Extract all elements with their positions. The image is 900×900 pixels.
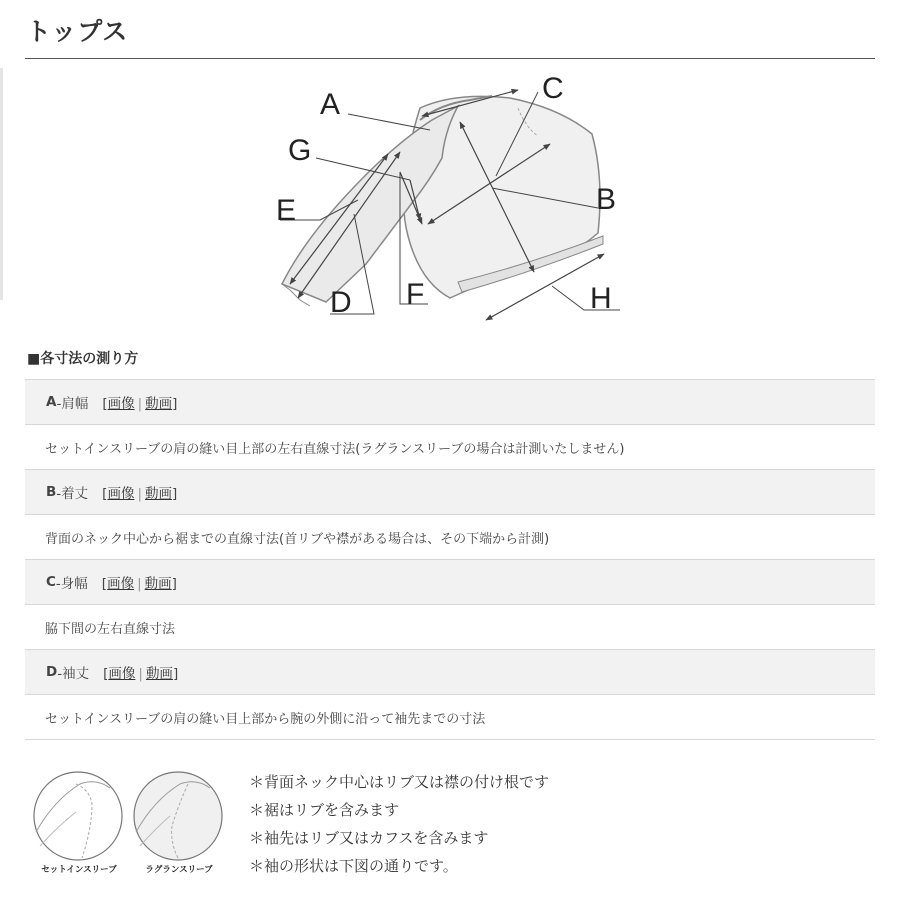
raglan-sleeve-caption: ラグランスリーブ [145,865,213,875]
video-link[interactable]: 動画 [145,486,173,502]
video-link[interactable]: 動画 [145,666,173,682]
diagram-label-b: B [596,183,617,216]
measurement-description-row [25,605,875,650]
bracket-open: [ [102,396,108,412]
bracket-close: ] [172,666,179,682]
diagram-label-g: G [288,134,312,167]
bracket-open: [ [101,576,108,592]
link-separator: | [137,486,143,502]
link-separator: | [137,396,143,412]
bracket-close: ] [171,576,177,592]
bracket-open: [ [103,666,109,682]
measurement-code: A [46,394,57,410]
measurement-diagram [270,68,630,324]
image-link[interactable]: 画像 [107,576,135,592]
measurement-description: 背面のネック中心から裾までの直線寸法(首リブや襟がある場合は、その下端から計測) [45,531,550,547]
note-item: ＊裾はリブを含みます [249,801,400,819]
measurement-code: C [46,574,56,590]
measurement-name: -身幅 [55,576,88,592]
title-divider [25,58,875,59]
measurement-description: 脇下間の左右直線寸法 [45,621,176,637]
measurement-name: -肩幅 [56,396,89,412]
measurement-description: セットインスリーブの肩の縫い目上部から腕の外側に沿って袖先までの寸法 [45,711,486,727]
measurement-code: B [46,484,57,500]
note-item: ＊袖先はリブ又はカフスを含みます [249,829,489,847]
measurement-description-row [25,695,875,740]
page-title: トップス [26,17,129,46]
measurement-header-row [25,470,875,515]
diagram-label-h: H [590,282,612,315]
bracket-open: [ [102,486,108,502]
measurement-name: -袖丈 [57,666,90,682]
video-link[interactable]: 動画 [145,396,173,412]
link-separator: | [137,576,142,592]
link-separator: | [138,666,143,682]
measurement-description-row [25,425,875,470]
measurement-description-row [25,515,875,560]
diagram-label-e: E [276,194,297,227]
diagram-label-d: D [330,286,352,319]
bracket-close: ] [172,486,178,502]
measurement-description: セットインスリーブの肩の縫い目上部の左右直線寸法(ラグランスリーブの場合は計測いたしません) [45,441,625,457]
measurement-code: D [46,664,58,680]
note-item: ＊袖の形状は下図の通りです。 [249,857,458,875]
left-edge-strip [0,68,3,300]
diagram-label-c: C [542,72,564,105]
set-in-sleeve-illustration [32,770,124,875]
measurement-table [25,379,875,740]
image-link[interactable]: 画像 [108,666,136,682]
image-link[interactable]: 画像 [107,486,135,502]
set-in-sleeve-caption: セットインスリーブ [41,865,117,875]
section-heading: ■各寸法の測り方 [27,351,139,367]
note-item: ＊背面ネック中心はリブ又は襟の付け根です [249,773,550,791]
measurement-name: -着丈 [56,486,89,502]
diagram-label-a: A [320,88,341,121]
bracket-close: ] [172,396,178,412]
raglan-sleeve-illustration [132,770,224,875]
measurement-header-row [25,560,875,605]
diagram-label-f: F [406,278,425,311]
measurement-header-row [25,650,875,695]
image-link[interactable]: 画像 [107,396,135,412]
notes-list [249,768,549,880]
measurement-header-row [25,380,875,425]
video-link[interactable]: 動画 [144,576,172,592]
